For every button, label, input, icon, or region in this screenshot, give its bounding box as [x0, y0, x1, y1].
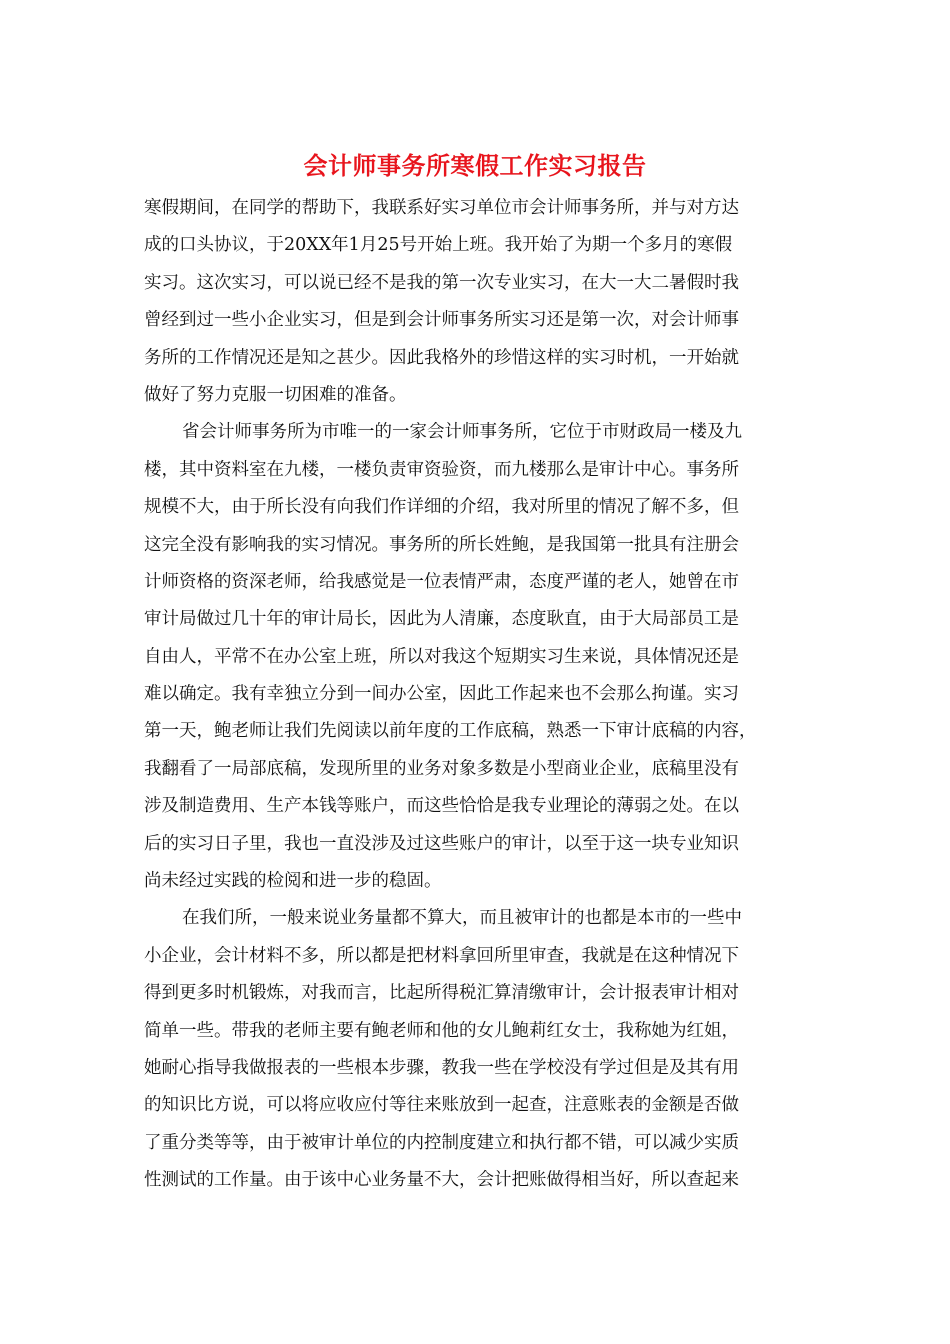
text-line: 难以确定。我有幸独立分到一间办公室，因此工作起来也不会那么拘谨。实习: [144, 684, 739, 705]
text-line: 尚未经过实践的检阅和进一步的稳固。: [144, 871, 442, 892]
text-line: 楼，其中资料室在九楼，一楼负责审资验资，而九楼那么是审计中心。事务所: [144, 459, 739, 480]
text-line: 在我们所，一般来说业务量都不算大，而且被审计的也都是本市的一些中: [182, 908, 742, 929]
text-line: 寒假期间，在同学的帮助下，我联系好实习单位市会计师事务所，并与对方达: [144, 198, 739, 218]
text-line: 她耐心指导我做报表的一些根本步骤，教我一些在学校没有学过但是及其有用: [144, 1057, 739, 1078]
text-line: 我翻看了一局部底稿，发现所里的业务对象多数是小型商业企业，底稿里没有: [144, 758, 739, 779]
text-line: 审计局做过几十年的审计局长，因此为人清廉，态度耿直，由于大局部员工是: [144, 609, 739, 630]
text-line: 省会计师事务所为市唯一的一家会计师事务所，它位于市财政局一楼及九: [182, 422, 742, 443]
document-body: [144, 190, 800, 1200]
text-line: 性测试的工作量。由于该中心业务量不大，会计把账做得相当好，所以查起来: [144, 1170, 739, 1191]
text-line: 涉及制造费用、生产本钱等账户，而这些恰恰是我专业理论的薄弱之处。在以: [144, 796, 739, 817]
text-line: 了重分类等等，由于被审计单位的内控制度建立和执行都不错，可以减少实质: [144, 1132, 739, 1153]
text-line: 规模不大，由于所长没有向我们作详细的介绍，我对所里的情况了解不多，但: [144, 497, 739, 518]
text-line: 成的口头协议，于20XX年1月25号开始上班。我开始了为期一个多月的寒假: [144, 235, 733, 256]
text-line: 做好了努力克服一切困难的准备。: [144, 384, 407, 405]
text-line: 小企业，会计材料不多，所以都是把材料拿回所里审查，我就是在这种情况下: [144, 945, 739, 966]
paragraph: [144, 190, 800, 414]
text-line: 这完全没有影响我的实习情况。事务所的所长姓鲍，是我国第一批具有注册会: [144, 534, 739, 555]
text-line: 后的实习日子里，我也一直没涉及过这些账户的审计，以至于这一块专业知识: [144, 833, 739, 854]
text-line: 得到更多时机锻炼，对我而言，比起所得税汇算清缴审计，会计报表审计相对: [144, 983, 739, 1004]
text-line: 实习。这次实习，可以说已经不是我的第一次专业实习，在大一大二暑假时我: [144, 272, 739, 293]
paragraph: [144, 414, 800, 900]
text-line: 曾经到过一些小企业实习，但是到会计师事务所实习还是第一次，对会计师事: [144, 310, 739, 331]
text-line: 务所的工作情况还是知之甚少。因此我格外的珍惜这样的实习时机，一开始就: [144, 347, 739, 368]
text-line: 计师资格的资深老师，给我感觉是一位表情严肃，态度严谨的老人，她曾在市: [144, 571, 739, 592]
document-title: 会计师事务所寒假工作实习报告: [303, 151, 647, 180]
text-line: 自由人，平常不在办公室上班，所以对我这个短期实习生来说，具体情况还是: [144, 646, 739, 667]
paragraph: [144, 900, 800, 1199]
text-line: 的知识比方说，可以将应收应付等往来账放到一起查，注意账表的金额是否做: [144, 1095, 739, 1116]
text-line: 简单一些。带我的老师主要有鲍老师和他的女儿鲍莉红女士，我称她为红姐，: [144, 1020, 739, 1041]
text-line: 第一天，鲍老师让我们先阅读以前年度的工作底稿，熟悉一下审计底稿的内容，: [144, 721, 757, 742]
